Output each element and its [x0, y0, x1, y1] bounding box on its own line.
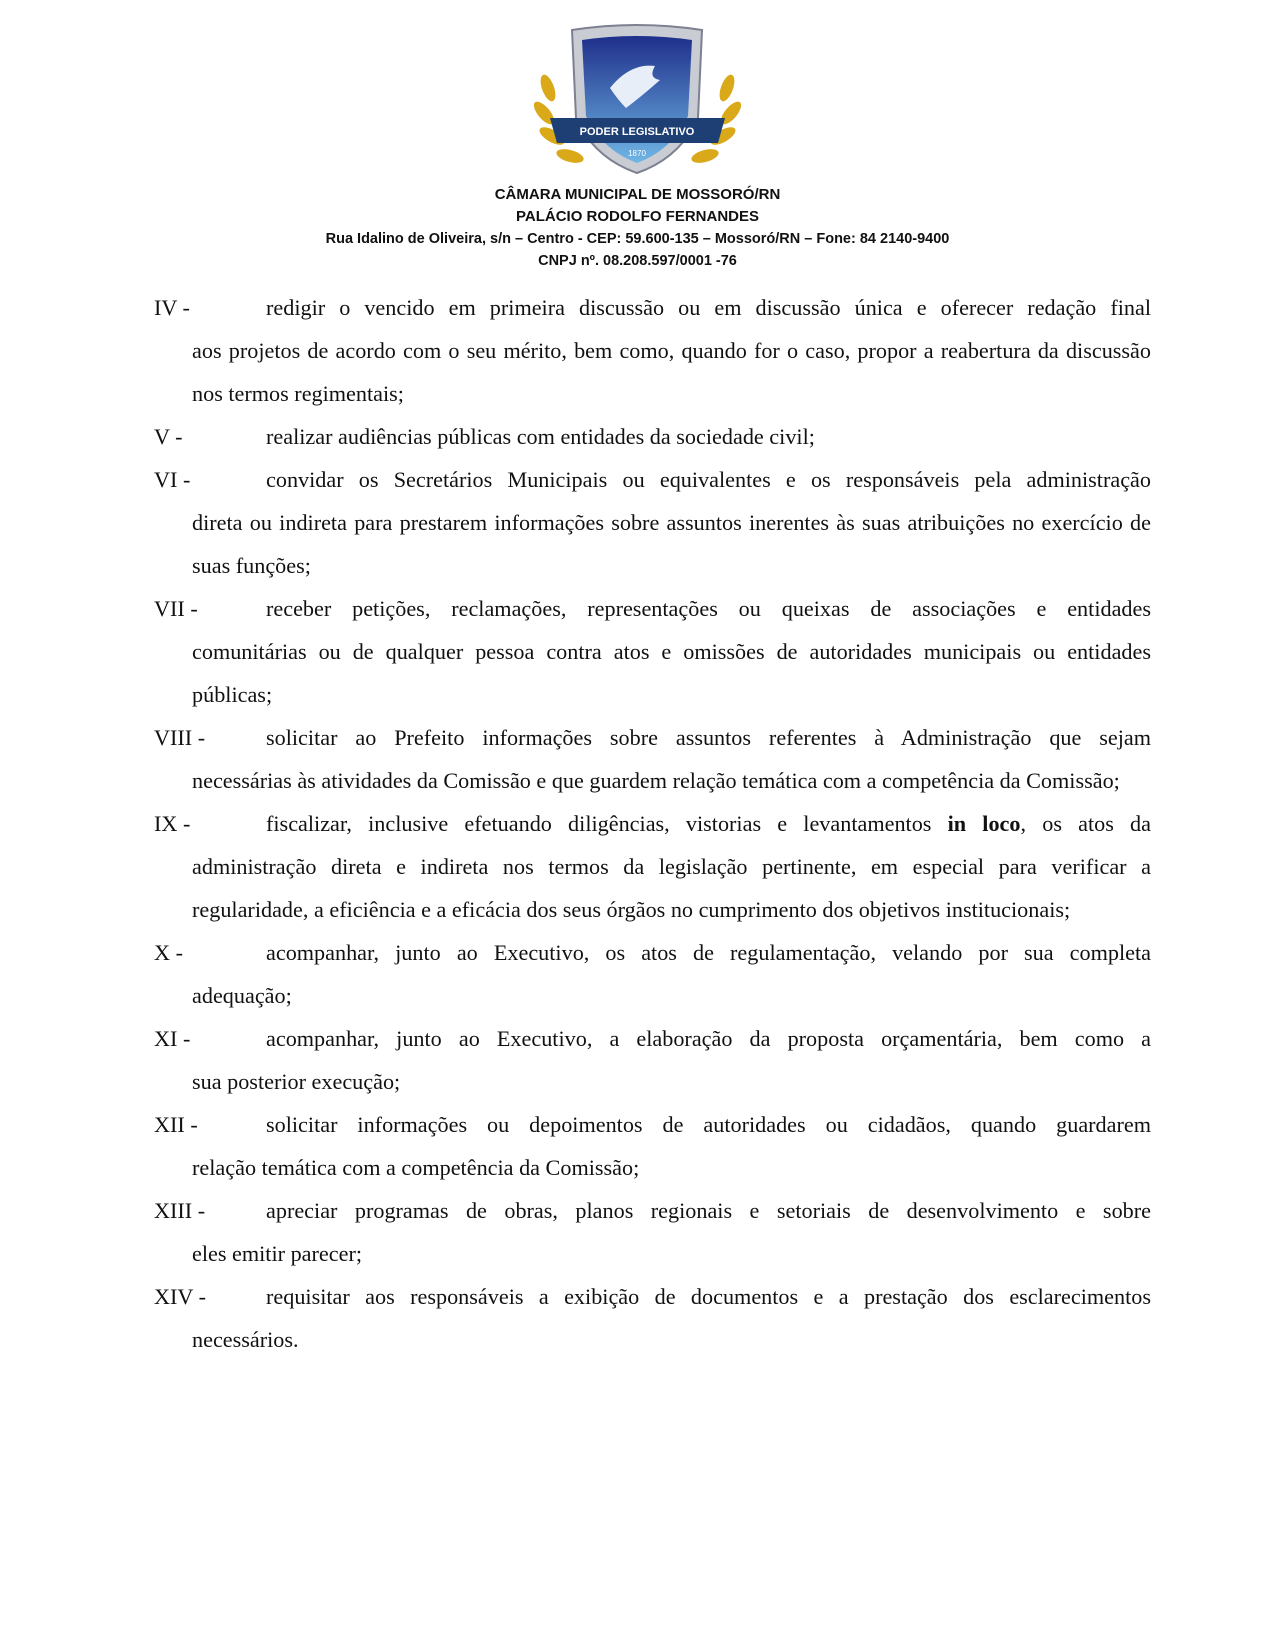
list-item — [154, 1189, 1151, 1275]
item-text: apreciar programas de obras, planos regionais e setoriais de desenvolvimento e sobre — [266, 1198, 1151, 1223]
document-body — [154, 286, 1151, 1361]
item-number: IX - — [154, 811, 191, 836]
list-item — [154, 458, 1151, 587]
list-item — [154, 716, 1151, 802]
item-number: VI - — [154, 467, 191, 492]
list-item — [154, 1103, 1151, 1189]
item-number: XIII - — [154, 1198, 206, 1223]
item-text: receber petições, reclamações, representações ou queixas de associações e entidades — [266, 596, 1151, 621]
item-continuation: necessárias às atividades da Comissão e que guardem relação temática com a competência da Comissão; — [192, 768, 1120, 793]
list-item — [154, 802, 1151, 931]
item-continuation: eles emitir parecer; — [192, 1241, 363, 1266]
institution-title: CÂMARA MUNICIPAL DE MOSSORÓ/RN — [494, 186, 781, 203]
item-number: V - — [154, 424, 183, 449]
list-item — [154, 286, 1151, 415]
cnpj-line: CNPJ nº. 08.208.597/0001 -76 — [538, 253, 737, 269]
item-number: XI - — [154, 1026, 191, 1051]
item-text: realizar audiências públicas com entidades da sociedade civil; — [266, 424, 815, 449]
item-continuation: aos projetos de acordo com o seu mérito, bem como, quando for o caso, propor a reabertura da discussão nos termos regimentais; — [192, 338, 1151, 406]
palace-name: PALÁCIO RODOLFO FERNANDES — [515, 208, 760, 225]
item-number: VIII - — [154, 725, 206, 750]
bold-term: in loco — [947, 811, 1021, 836]
item-continuation: relação temática com a competência da Comissão; — [192, 1155, 640, 1180]
list-item — [154, 415, 1151, 458]
item-text: solicitar informações ou depoimentos de autoridades ou cidadãos, quando guardarem — [266, 1112, 1151, 1137]
svg-text:1870: 1870 — [628, 149, 646, 158]
item-number: IV - — [154, 295, 190, 320]
item-number: X - — [154, 940, 183, 965]
item-text: requisitar aos responsáveis a exibição de documentos e a prestação dos esclarecimentos — [266, 1284, 1151, 1309]
item-text: fiscalizar, inclusive efetuando diligências, vistorias e levantamentos in loco, os atos da — [266, 811, 1151, 836]
address-line: Rua Idalino de Oliveira, s/n – Centro - CEP: 59.600-135 – Mossoró/RN – Fone: 84 2140-9400 — [325, 231, 950, 247]
list-item — [154, 1017, 1151, 1103]
item-continuation: necessários. — [192, 1327, 299, 1352]
coat-of-arms-logo — [530, 18, 745, 178]
list-item — [154, 931, 1151, 1017]
item-text: redigir o vencido em primeira discussão ou em discussão única e oferecer redação final — [266, 295, 1151, 320]
item-number: XII - — [154, 1112, 198, 1137]
item-continuation: sua posterior execução; — [192, 1069, 401, 1094]
item-text: convidar os Secretários Municipais ou equivalentes e os responsáveis pela administração — [266, 467, 1151, 492]
item-text: solicitar ao Prefeito informações sobre assuntos referentes à Administração que sejam — [266, 725, 1151, 750]
item-text: acompanhar, junto ao Executivo, a elaboração da proposta orçamentária, bem como a — [266, 1026, 1151, 1051]
list-item — [154, 587, 1151, 716]
item-continuation: direta ou indireta para prestarem informações sobre assuntos inerentes às suas atribuições no exercício de suas funções; — [192, 510, 1151, 578]
list-item — [154, 1275, 1151, 1361]
item-number: XIV - — [154, 1284, 206, 1309]
item-continuation: comunitárias ou de qualquer pessoa contra atos e omissões de autoridades municipais ou entidades públicas; — [192, 639, 1151, 707]
logo-text: PODER LEGISLATIVO — [579, 126, 695, 138]
item-number: VII - — [154, 596, 198, 621]
item-continuation: administração direta e indireta nos termos da legislação pertinente, em especial para verificar a regularidade, a eficiência e a eficácia dos seus órgãos no cumprimento dos objetivos institucionais; — [192, 854, 1151, 922]
item-text: acompanhar, junto ao Executivo, os atos de regulamentação, velando por sua completa — [266, 940, 1151, 965]
item-continuation: adequação; — [192, 983, 292, 1008]
